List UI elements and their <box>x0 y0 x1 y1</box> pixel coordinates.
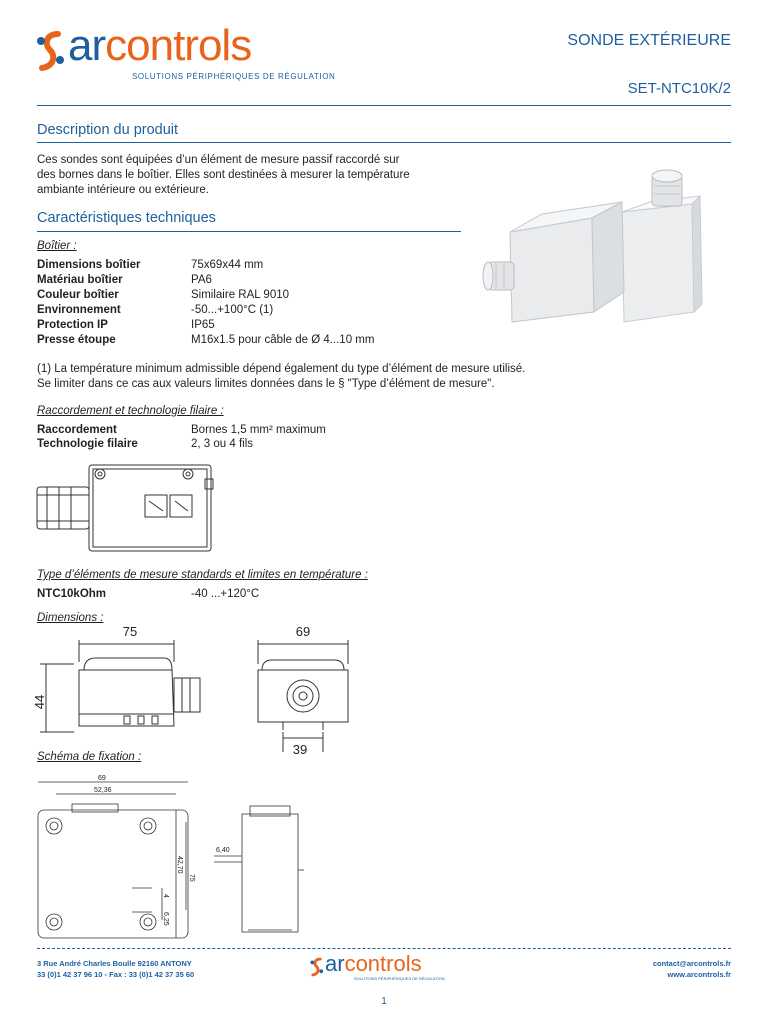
spec-row <box>37 273 457 288</box>
spec-label: Protection IP <box>37 319 108 331</box>
spec-label: Technologie filaire <box>37 438 138 450</box>
elements-subtitle: Type d’éléments de mesure standards et limites en température : <box>37 569 368 581</box>
address-line: 3 Rue André Charles Boulle 92160 ANTONY <box>37 959 192 968</box>
spec-row <box>37 437 457 452</box>
brand-logo <box>36 22 346 84</box>
dimension-base-label: 39 <box>292 742 308 757</box>
specs-rule <box>37 231 461 232</box>
description-line: ambiante intérieure ou extérieure. <box>37 184 209 196</box>
description-text <box>37 153 467 198</box>
description-line: des bornes dans le boîtier. Elles sont destinées à mesurer la température <box>37 169 410 181</box>
spec-row <box>37 258 457 273</box>
spec-value: 2, 3 ou 4 fils <box>191 438 254 450</box>
specs-title: Caractéristiques techniques <box>37 210 216 226</box>
raccordement-subtitle: Raccordement et technologie filaire : <box>37 405 224 417</box>
spec-value: 75x69x44 mm <box>191 259 264 271</box>
footer-rule <box>37 948 731 949</box>
dimension-height-label: 44 <box>32 694 47 710</box>
footer-logo-controls: controls <box>344 951 422 976</box>
spec-label: Couleur boîtier <box>37 289 119 301</box>
fixation-dim-5236: 52,36 <box>94 787 112 794</box>
spec-row <box>37 318 457 333</box>
product-photo <box>482 162 712 332</box>
spec-value: Bornes 1,5 mm² maximum <box>191 424 326 436</box>
spec-label: Presse étoupe <box>37 334 116 346</box>
fixation-dim-4: 4 <box>162 894 169 898</box>
temperature-note <box>37 362 637 392</box>
dimension-width-label: 75 <box>122 624 138 639</box>
footer-address <box>37 958 194 980</box>
product-type: SONDE EXTÉRIEURE <box>567 32 731 49</box>
spec-value: IP65 <box>191 319 215 331</box>
footer-logo-mark-icon <box>310 956 324 978</box>
spec-label: NTC10kOhm <box>37 588 107 600</box>
dimensions-subtitle: Dimensions : <box>37 612 104 624</box>
logo-tagline: SOLUTIONS PÉRIPHÉRIQUES DE RÉGULATION <box>132 72 336 81</box>
page-number: 1 <box>381 996 387 1007</box>
spec-row <box>37 288 457 303</box>
spec-value: M16x1.5 pour câble de Ø 4...10 mm <box>191 334 375 346</box>
fixation-drawing-front <box>36 770 196 942</box>
footer-logo-tagline: SOLUTIONS PÉRIPHÉRIQUES DE RÉGULATION <box>354 976 445 981</box>
website-link[interactable]: www.arcontrols.fr <box>667 970 731 979</box>
footer-contact <box>653 958 731 980</box>
fixation-subtitle: Schéma de fixation : <box>37 751 142 763</box>
boitier-subtitle: Boîtier : <box>37 240 77 252</box>
phone-line: 33 (0)1 42 37 96 10 - Fax : 33 (0)1 42 37 35 60 <box>37 970 195 979</box>
product-reference: SET-NTC10K/2 <box>627 80 731 97</box>
dimension-depth-label: 69 <box>295 624 311 639</box>
spec-row <box>37 587 457 602</box>
header-rule <box>37 105 731 106</box>
logo-controls-text: controls <box>105 21 252 70</box>
spec-value: Similaire RAL 9010 <box>191 289 290 301</box>
spec-label: Matériau boîtier <box>37 274 123 286</box>
email-link[interactable]: contact@arcontrols.fr <box>652 959 731 968</box>
fixation-dim-69: 69 <box>98 775 106 782</box>
spec-row <box>37 423 457 438</box>
spec-label: Raccordement <box>37 424 117 436</box>
spec-value: -50...+100°C (1) <box>191 304 274 316</box>
fixation-drawing-side <box>212 800 312 940</box>
spec-value: PA6 <box>191 274 212 286</box>
spec-value: -40 ...+120°C <box>191 588 260 600</box>
spec-label: Dimensions boîtier <box>37 259 141 271</box>
fixation-dim-4270: 42,70 <box>176 856 183 874</box>
fixation-dim-625: 6,25 <box>162 912 169 926</box>
dimensions-drawing-side <box>248 622 358 757</box>
footer-logo <box>310 952 460 984</box>
fixation-dim-75: 75 <box>188 874 195 882</box>
dimensions-drawing-front <box>34 622 234 742</box>
spec-label: Environnement <box>37 304 121 316</box>
description-title: Description du produit <box>37 122 179 138</box>
description-rule <box>37 142 731 143</box>
spec-row <box>37 333 457 348</box>
note-line: (1) La température minimum admissible dépend également du type d’élément de mesure utilisé. <box>37 363 526 375</box>
logo-mark-icon <box>36 28 66 74</box>
note-line: Se limiter dans ce cas aux valeurs limites données dans le § "Type d’élément de mesure". <box>37 378 495 390</box>
spec-row <box>37 303 457 318</box>
fixation-dim-640: 6,40 <box>216 847 230 854</box>
footer-logo-ar: ar <box>325 951 345 976</box>
logo-ar-text: ar <box>68 21 106 70</box>
description-line: Ces sondes sont équipées d’un élément de mesure passif raccordé sur <box>37 154 400 166</box>
wiring-diagram <box>37 455 217 560</box>
